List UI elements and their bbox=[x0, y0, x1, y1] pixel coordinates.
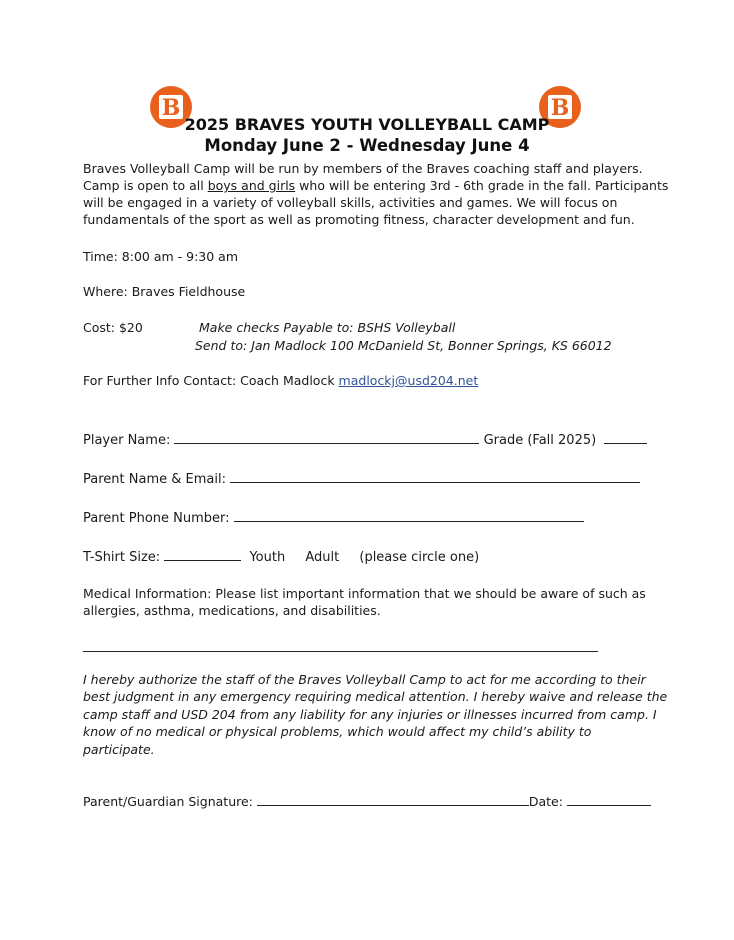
date-label: Date: bbox=[528, 794, 567, 809]
intro-text: Camp is open to all bbox=[83, 178, 208, 193]
intro-line-2 bbox=[83, 177, 668, 195]
svg-text:B: B bbox=[550, 95, 570, 121]
page-title: 2025 BRAVES YOUTH VOLLEYBALL CAMP bbox=[184, 115, 550, 134]
waiver-line-2: best judgment in any emergency requiring medical attention. I hereby waive and release the bbox=[83, 689, 668, 704]
waiver-line-1: I hereby authorize the staff of the Braves Volleyball Camp to act for me according to their bbox=[83, 672, 646, 687]
tshirt-label: T-Shirt Size: bbox=[83, 550, 165, 565]
grade-input[interactable] bbox=[604, 430, 647, 444]
tshirt-size-input[interactable] bbox=[164, 547, 241, 561]
parent-name-email-input[interactable] bbox=[230, 469, 640, 483]
player-name-label: Player Name: bbox=[83, 433, 175, 448]
date-input[interactable] bbox=[567, 792, 651, 806]
parent-name-row bbox=[83, 469, 640, 487]
cost-info: Cost: $20 bbox=[83, 320, 143, 335]
waiver-line-4: know of no medical or physical problems, which would affect my child’s ability to bbox=[83, 724, 592, 739]
checks-payable: Make checks Payable to: BSHS Volleyball bbox=[199, 320, 456, 335]
signature-label: Parent/Guardian Signature: bbox=[83, 794, 257, 809]
send-address: Send to: Jan Madlock 100 McDanield St, Bonner Springs, KS 66012 bbox=[195, 338, 612, 353]
signature-row bbox=[83, 792, 651, 809]
contact-info bbox=[83, 372, 478, 390]
intro-emphasis: boys and girls bbox=[207, 178, 296, 193]
youth-option[interactable]: Youth bbox=[249, 550, 286, 565]
circle-instruction: (please circle one) bbox=[359, 550, 480, 565]
medical-line-2: allergies, asthma, medications, and disabilities. bbox=[83, 603, 381, 618]
parent-phone-label: Parent Phone Number: bbox=[83, 511, 234, 526]
adult-option[interactable]: Adult bbox=[305, 550, 340, 565]
intro-line-1: Braves Volleyball Camp will be run by members of the Braves coaching staff and players. bbox=[83, 161, 643, 176]
parent-name-label: Parent Name & Email: bbox=[83, 472, 231, 487]
tshirt-row bbox=[83, 547, 479, 565]
contact-email-link[interactable]: madlockj@usd204.net bbox=[338, 373, 479, 388]
grade-label: Grade (Fall 2025) bbox=[479, 433, 601, 448]
waiver-line-3: camp staff and USD 204 from any liability for any injuries or illnesses incurred from camp. I bbox=[83, 707, 657, 722]
intro-line-3: will be engaged in a variety of volleyball skills, activities and games. We will focus on bbox=[83, 195, 618, 210]
player-name-input[interactable] bbox=[174, 430, 479, 444]
medical-line-1: Medical Information: Please list important information that we should be aware of such as bbox=[83, 586, 646, 601]
location-info: Where: Braves Fieldhouse bbox=[83, 284, 246, 299]
parent-phone-row bbox=[83, 508, 584, 526]
contact-label: For Further Info Contact: Coach Madlock bbox=[83, 373, 339, 388]
time-info: Time: 8:00 am - 9:30 am bbox=[83, 249, 238, 264]
waiver-line-5: participate. bbox=[83, 742, 155, 757]
parent-phone-input[interactable] bbox=[234, 508, 584, 522]
intro-text: who will be entering 3rd - 6th grade in the fall. Participants bbox=[295, 178, 669, 193]
medical-info-input[interactable] bbox=[83, 651, 598, 652]
camp-dates: Monday June 2 - Wednesday June 4 bbox=[204, 136, 530, 155]
svg-text:B: B bbox=[161, 95, 181, 121]
player-name-row bbox=[83, 430, 647, 448]
intro-line-4: fundamentals of the sport as well as promoting fitness, character development and fun. bbox=[83, 212, 635, 227]
signature-input[interactable] bbox=[257, 792, 529, 806]
